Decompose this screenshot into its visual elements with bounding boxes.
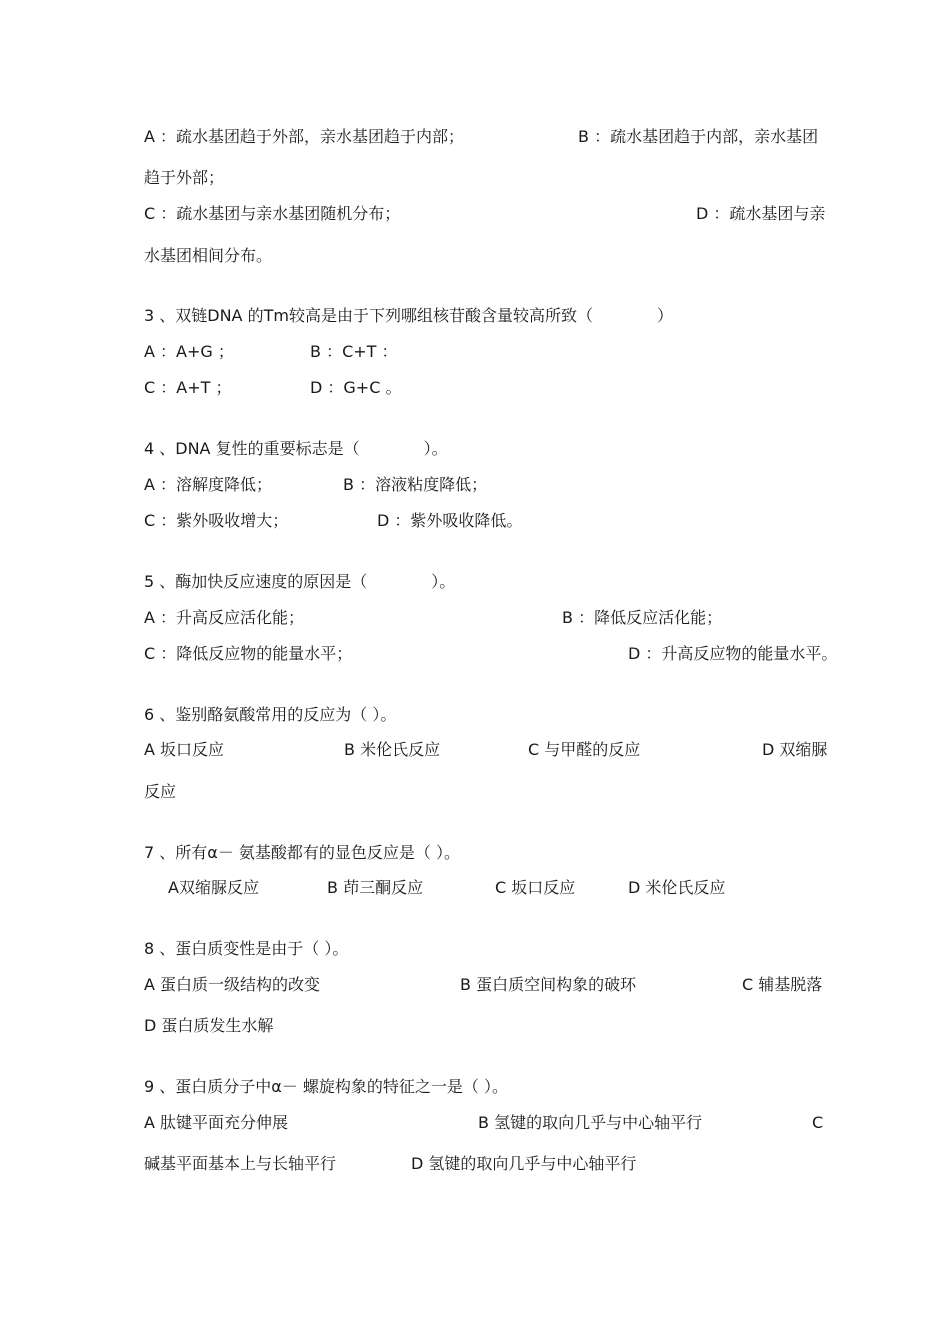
q5-option-b: B ：降低反应活化能； (562, 608, 723, 627)
q5-option-d: D ：升高反应物的能量水平。 (628, 644, 838, 663)
q2-option-d-continued: 水基团相间分布。 (144, 246, 273, 265)
q8-stem: 8 、蛋白质变性是由于（ ）。 (144, 939, 349, 958)
q4-option-c: C ：紫外吸收增大； (144, 511, 289, 530)
q7-option-b: B 茚三酮反应 (327, 878, 424, 897)
q4-stem: 4 、DNA 复性的重要标志是（ ）。 (144, 439, 448, 458)
q6-stem: 6 、鉴别酪氨酸常用的反应为（ ）。 (144, 705, 397, 724)
q8-option-d: D 蛋白质发生水解 (144, 1016, 274, 1035)
q6-option-b: B 米伦氏反应 (344, 740, 441, 759)
q4-option-a: A ：溶解度降低； (144, 475, 273, 494)
q7-option-c: C 坂口反应 (495, 878, 576, 897)
q6-option-a: A 坂口反应 (144, 740, 225, 759)
q6-option-d-continued: 反应 (144, 782, 177, 801)
q5-stem: 5 、酶加快反应速度的原因是（ ）。 (144, 572, 456, 591)
q9-option-c: C (812, 1113, 824, 1132)
q8-option-c: C 辅基脱落 (742, 975, 823, 994)
q6-option-c: C 与甲醛的反应 (528, 740, 641, 759)
q7-option-a: A双缩脲反应 (168, 878, 259, 897)
q2-option-c: C ：疏水基团与亲水基团随机分布； (144, 204, 401, 223)
q3-option-c: C ：A+T ； (144, 378, 232, 397)
q8-option-b: B 蛋白质空间构象的破环 (460, 975, 637, 994)
q3-option-b: B ：C+T ： (310, 342, 398, 361)
q7-option-d: D 米伦氏反应 (628, 878, 726, 897)
q6-option-d: D 双缩脲 (762, 740, 828, 759)
q9-option-c-continued: 碱基平面基本上与长轴平行 (144, 1154, 337, 1173)
q5-option-a: A ：升高反应活化能； (144, 608, 305, 627)
q4-option-b: B ：溶液粘度降低； (343, 475, 488, 494)
q3-option-a: A ：A+G ； (144, 342, 234, 361)
q2-option-b-continued: 趋于外部； (144, 168, 225, 187)
q9-option-a: A 肽键平面充分伸展 (144, 1113, 289, 1132)
q8-option-a: A 蛋白质一级结构的改变 (144, 975, 321, 994)
q7-stem: 7 、所有α－ 氨基酸都有的显色反应是（ ）。 (144, 843, 460, 862)
q3-option-d: D ：G+C 。 (310, 378, 402, 397)
q5-option-c: C ：降低反应物的能量水平； (144, 644, 353, 663)
q4-option-d: D ：紫外吸收降低。 (377, 511, 523, 530)
q9-stem: 9 、蛋白质分子中α－ 螺旋构象的特征之一是（ ）。 (144, 1077, 508, 1096)
q2-option-b: B ：疏水基团趋于内部，亲水基团 (578, 127, 819, 146)
q9-option-d: D 氢键的取向几乎与中心轴平行 (411, 1154, 637, 1173)
q9-option-b: B 氢键的取向几乎与中心轴平行 (478, 1113, 703, 1132)
q2-option-a: A ：疏水基团趋于外部，亲水基团趋于内部； (144, 127, 465, 146)
q3-stem: 3 、双链DNA 的Tm较高是由于下列哪组核苷酸含量较高所致（ ） (144, 306, 673, 325)
q2-option-d: D ：疏水基团与亲 (696, 204, 826, 223)
